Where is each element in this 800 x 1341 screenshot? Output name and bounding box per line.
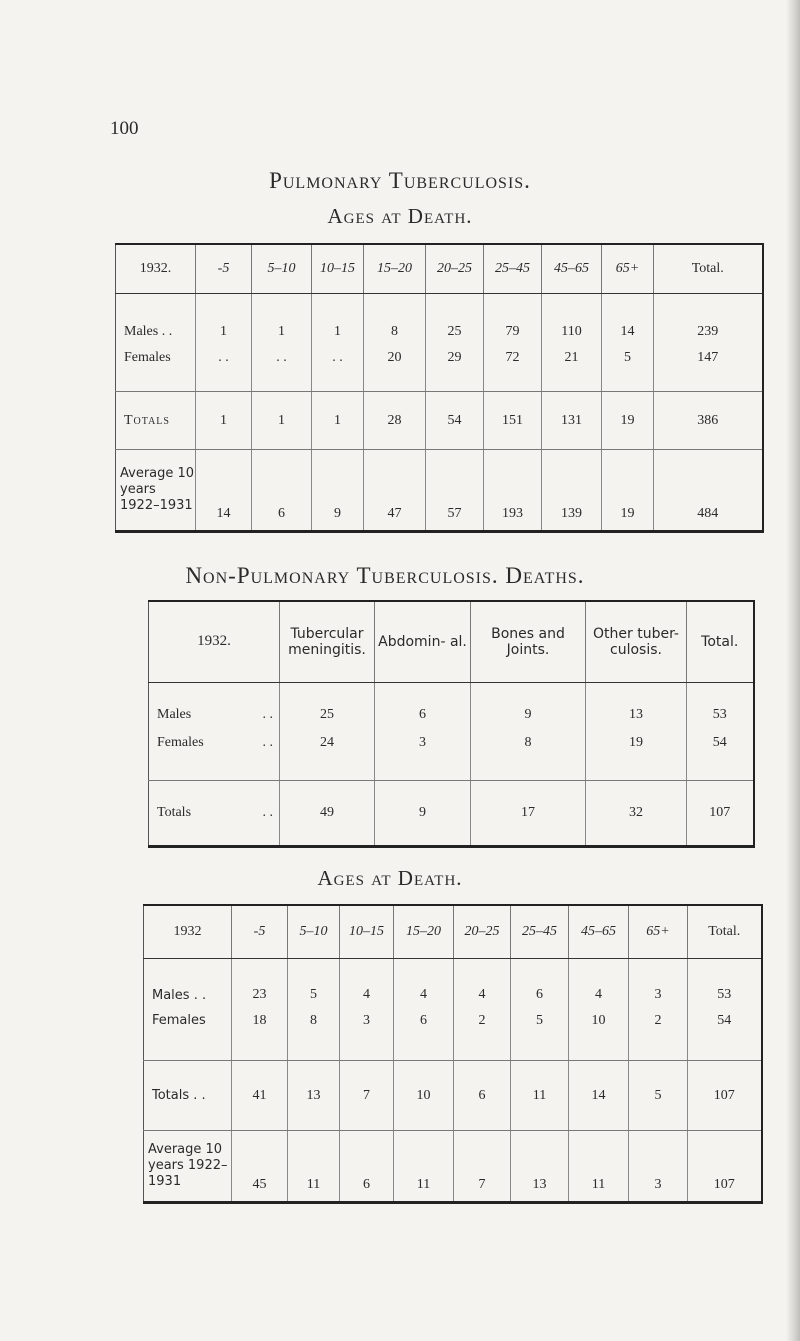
table-cell: 29 — [426, 340, 484, 392]
table-cell: 13 — [288, 1061, 340, 1131]
column-header: Total. — [654, 244, 763, 294]
column-header: 20–25 — [454, 905, 511, 959]
row-leader-dots: . . — [262, 734, 273, 750]
row-label-text: Totals — [157, 805, 192, 820]
table-cell: 4 — [394, 959, 454, 1003]
table-cell: 386 — [654, 392, 763, 450]
table-cell: 6 — [454, 1061, 511, 1131]
table-row — [116, 340, 763, 392]
table-cell: 23 — [232, 959, 288, 1003]
table-cell: 19 — [586, 723, 687, 781]
table-cell: 110 — [542, 294, 602, 340]
table-cell: 107 — [713, 1177, 735, 1192]
table-cell: . . — [312, 340, 364, 392]
table-cell: 6 — [394, 1003, 454, 1061]
table-cell: 11 — [394, 1131, 454, 1203]
table-row — [149, 683, 754, 723]
table-cell: 5 — [511, 1003, 569, 1061]
column-header: 15–20 — [364, 244, 426, 294]
table-cell: 24 — [280, 723, 375, 781]
table-cell: 193 — [484, 450, 542, 532]
table-row — [149, 723, 754, 781]
table-cell: 9 — [471, 683, 586, 723]
row-label: Females — [144, 1003, 232, 1061]
table-cell: 6 — [340, 1131, 394, 1203]
column-header: 5–10 — [252, 244, 312, 294]
table-row — [116, 392, 763, 450]
table-cell: 10 — [569, 1003, 629, 1061]
column-header: Total. — [688, 905, 762, 959]
table-cell: 147 — [654, 340, 763, 392]
table-cell: 9 — [312, 450, 364, 532]
column-header: Other tuber- culosis. — [586, 601, 687, 683]
table-cell: 72 — [484, 340, 542, 392]
column-header: 1932. — [149, 601, 280, 683]
table-cell: 9 — [375, 781, 471, 847]
column-header: 10–15 — [312, 244, 364, 294]
page-edge-shadow — [786, 0, 800, 1341]
row-label-text: Males — [157, 706, 192, 722]
row-label: Average 10 years 1922–1931 — [144, 1131, 232, 1203]
table-cell: 13 — [586, 683, 687, 723]
row-label: Totals . . — [144, 1061, 232, 1131]
table-cell: 8 — [364, 294, 426, 340]
table-cell: 6 — [511, 959, 569, 1003]
table-cell: 5 — [629, 1061, 688, 1131]
table-cell: 6 — [252, 450, 312, 532]
row-label — [149, 723, 280, 781]
table-cell: 49 — [280, 781, 375, 847]
table-header-row — [144, 905, 762, 959]
row-label: Totals — [116, 392, 196, 450]
row-leader-dots: . . — [262, 706, 273, 722]
table-cell: 484 — [697, 506, 719, 521]
column-header: Tubercular meningitis. — [280, 601, 375, 683]
row-label — [149, 781, 280, 847]
table-cell: 1 — [252, 294, 312, 340]
table-cell: 8 — [471, 723, 586, 781]
table-cell: 1 — [252, 392, 312, 450]
table-cell: 7 — [454, 1131, 511, 1203]
table-cell: 19 — [602, 392, 654, 450]
column-header: 45–65 — [569, 905, 629, 959]
row-label: Males . . — [144, 959, 232, 1003]
table-cell: 151 — [484, 392, 542, 450]
table-cell: 19 — [602, 450, 654, 532]
section-heading-ages-pulmonary: Ages at Death. — [327, 204, 473, 228]
table-row — [116, 450, 763, 532]
column-header: -5 — [196, 244, 252, 294]
table-cell: 41 — [232, 1061, 288, 1131]
table-header-row — [149, 601, 754, 683]
table-cell: 25 — [426, 294, 484, 340]
table-row — [149, 781, 754, 847]
row-label — [149, 683, 280, 723]
section-heading-ages-non-pulmonary: Ages at Death. — [317, 866, 463, 890]
column-header: 25–45 — [484, 244, 542, 294]
table-cell: 131 — [542, 392, 602, 450]
column-header: Bones and Joints. — [471, 601, 586, 683]
table-cell: 239 — [697, 323, 719, 339]
column-header: 45–65 — [542, 244, 602, 294]
table-cell: 14 — [196, 450, 252, 532]
table-row — [144, 959, 762, 1003]
table-cell: 53 — [717, 986, 732, 1002]
table-cell: 17 — [471, 781, 586, 847]
table-cell: 54 — [688, 1003, 762, 1061]
table-cell: 45 — [232, 1131, 288, 1203]
table-cell: 79 — [484, 294, 542, 340]
table-row — [144, 1131, 762, 1203]
table-cell: 11 — [511, 1061, 569, 1131]
table-cell: 54 — [687, 723, 754, 781]
table-cell: 4 — [340, 959, 394, 1003]
table-cell: 53 — [712, 706, 727, 722]
page-title: Pulmonary Tuberculosis. — [269, 168, 531, 193]
table-cell: 14 — [569, 1061, 629, 1131]
column-header: 10–15 — [340, 905, 394, 959]
column-header: 15–20 — [394, 905, 454, 959]
table-cell: 21 — [542, 340, 602, 392]
row-leader-dots: . . — [262, 805, 273, 820]
table-header-row — [116, 244, 763, 294]
row-label-text: Females — [157, 734, 204, 750]
table-cell: 107 — [688, 1061, 762, 1131]
table-cell: 2 — [454, 1003, 511, 1061]
table-cell: 5 — [602, 340, 654, 392]
table-cell: 47 — [364, 450, 426, 532]
column-header: 65+ — [629, 905, 688, 959]
pulmonary-ages-table — [115, 243, 764, 533]
column-header: Total. — [687, 601, 754, 683]
column-header: 20–25 — [426, 244, 484, 294]
table-cell: 28 — [364, 392, 426, 450]
table-cell: 20 — [364, 340, 426, 392]
table-cell: . . — [252, 340, 312, 392]
column-header: 5–10 — [288, 905, 340, 959]
table-cell: 8 — [288, 1003, 340, 1061]
table-cell: . . — [196, 340, 252, 392]
table-row — [144, 1003, 762, 1061]
table-cell: 14 — [602, 294, 654, 340]
table-cell: 2 — [629, 1003, 688, 1061]
row-label: Females — [116, 340, 196, 392]
column-header: 1932. — [116, 244, 196, 294]
table-cell: 1 — [312, 392, 364, 450]
column-header: 65+ — [602, 244, 654, 294]
non-pulmonary-ages-table — [143, 904, 763, 1204]
table-row — [144, 1061, 762, 1131]
table-cell: 7 — [340, 1061, 394, 1131]
table-cell: 11 — [288, 1131, 340, 1203]
table-row — [116, 294, 763, 340]
row-label: Average 10 years 1922–1931 — [116, 450, 196, 532]
column-header: 25–45 — [511, 905, 569, 959]
column-header: 1932 — [144, 905, 232, 959]
row-label: Males . . — [116, 294, 196, 340]
column-header: -5 — [232, 905, 288, 959]
table-cell: 4 — [454, 959, 511, 1003]
table-cell: 1 — [196, 392, 252, 450]
table-cell: 107 — [709, 805, 731, 820]
column-header: Abdomin- al. — [375, 601, 471, 683]
table-cell: 13 — [511, 1131, 569, 1203]
table-cell: 25 — [280, 683, 375, 723]
table-cell: 1 — [312, 294, 364, 340]
table-cell: 18 — [232, 1003, 288, 1061]
table-cell: 6 — [375, 683, 471, 723]
table-cell: 5 — [288, 959, 340, 1003]
table-cell: 10 — [394, 1061, 454, 1131]
table-cell: 3 — [375, 723, 471, 781]
table-cell: 139 — [542, 450, 602, 532]
page-number: 100 — [110, 118, 139, 139]
table-cell: 11 — [569, 1131, 629, 1203]
table-cell: 3 — [629, 959, 688, 1003]
non-pulmonary-deaths-table — [148, 600, 755, 848]
table-cell: 1 — [196, 294, 252, 340]
table-cell: 54 — [426, 392, 484, 450]
table-cell: 32 — [586, 781, 687, 847]
table-cell: 3 — [629, 1131, 688, 1203]
table-cell: 3 — [340, 1003, 394, 1061]
table-cell: 4 — [569, 959, 629, 1003]
section-heading-non-pulmonary: Non-Pulmonary Tuberculosis. Deaths. — [185, 563, 585, 588]
table-cell: 57 — [426, 450, 484, 532]
